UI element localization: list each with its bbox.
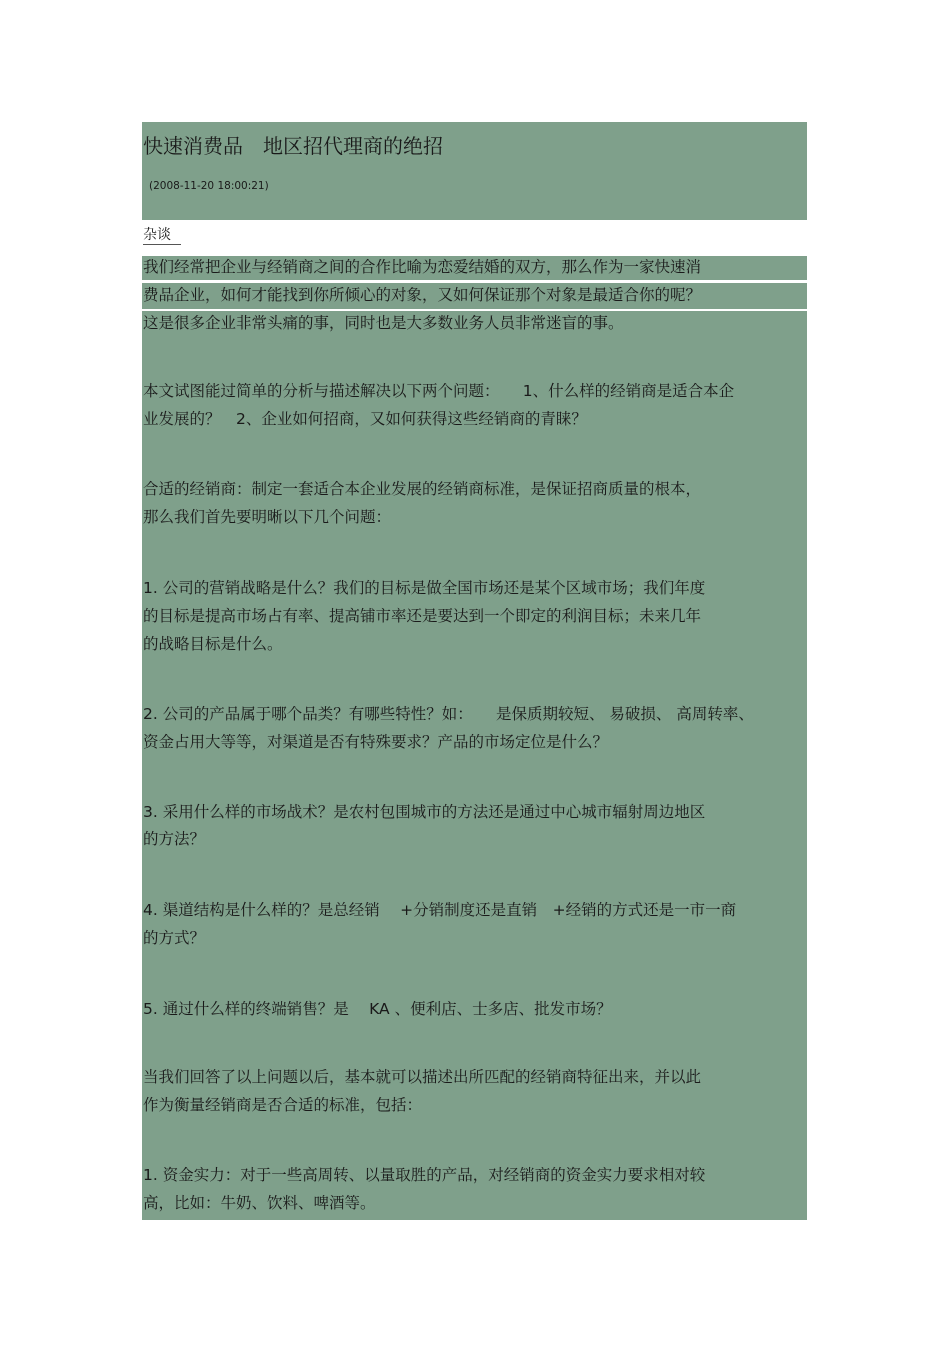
body-line: 我们经常把企业与经销商之间的合作比喻为恋爱结婚的双方，那么作为一家快速消 — [143, 258, 702, 276]
body-line: 4. 渠道结构是什么样的？是总经销 +分销制度还是直销 +经销的方式还是一市一商 — [143, 901, 737, 919]
body-line: 1. 公司的营销战略是什么？我们的目标是做全国市场还是某个区域市场；我们年度 — [143, 579, 706, 597]
article-date: (2008-11-20 18:00:21) — [149, 180, 269, 192]
body-line: 1. 资金实力：对于一些高周转、以量取胜的产品，对经销商的资金实力要求相对较 — [143, 1166, 706, 1184]
body-line: 的目标是提高市场占有率、提高铺市率还是要达到一个即定的利润目标；未来几年 — [143, 607, 702, 625]
body-line: 费品企业，如何才能找到你所倾心的对象，又如何保证那个对象是最适合你的呢？ — [143, 286, 702, 304]
body-line: 的方法？ — [143, 830, 206, 848]
body-line: 3. 采用什么样的市场战术？是农村包围城市的方法还是通过中心城市辐射周边地区 — [143, 803, 706, 821]
body-line: 作为衡量经销商是否合适的标准，包括： — [143, 1096, 423, 1114]
body-line: 这是很多企业非常头痛的事，同时也是大多数业务人员非常迷盲的事。 — [143, 314, 624, 332]
body-line: 2. 公司的产品属于哪个品类？有哪些特性？如： 是保质期较短、 易破损、 高周转率、 — [143, 705, 754, 723]
body-line: 本文试图能过简单的分析与描述解决以下两个问题： 1、什么样的经销商是适合本企 — [143, 382, 735, 400]
category-tag[interactable]: 杂谈 — [143, 226, 181, 245]
body-line: 高，比如：牛奶、饮料、啤酒等。 — [143, 1194, 376, 1212]
body-line: 资金占用大等等，对渠道是否有特殊要求？产品的市场定位是什么？ — [143, 733, 609, 751]
body-line: 当我们回答了以上问题以后，基本就可以描述出所匹配的经销商特征出来，并以此 — [143, 1068, 702, 1086]
body-line: 5. 通过什么样的终端销售？是 KA 、便利店、士多店、批发市场？ — [143, 1000, 612, 1018]
body-line: 合适的经销商：制定一套适合本企业发展的经销商标准，是保证招商质量的根本， — [143, 480, 702, 498]
body-line: 那么我们首先要明晰以下几个问题： — [143, 508, 392, 526]
article-title: 快速消费品 地区招代理商的绝招 — [143, 134, 443, 158]
body-line: 业发展的？ 2、企业如何招商，又如何获得这些经销商的青睐？ — [143, 410, 587, 428]
body-line: 的战略目标是什么。 — [143, 635, 283, 653]
body-line: 的方式？ — [143, 929, 206, 947]
